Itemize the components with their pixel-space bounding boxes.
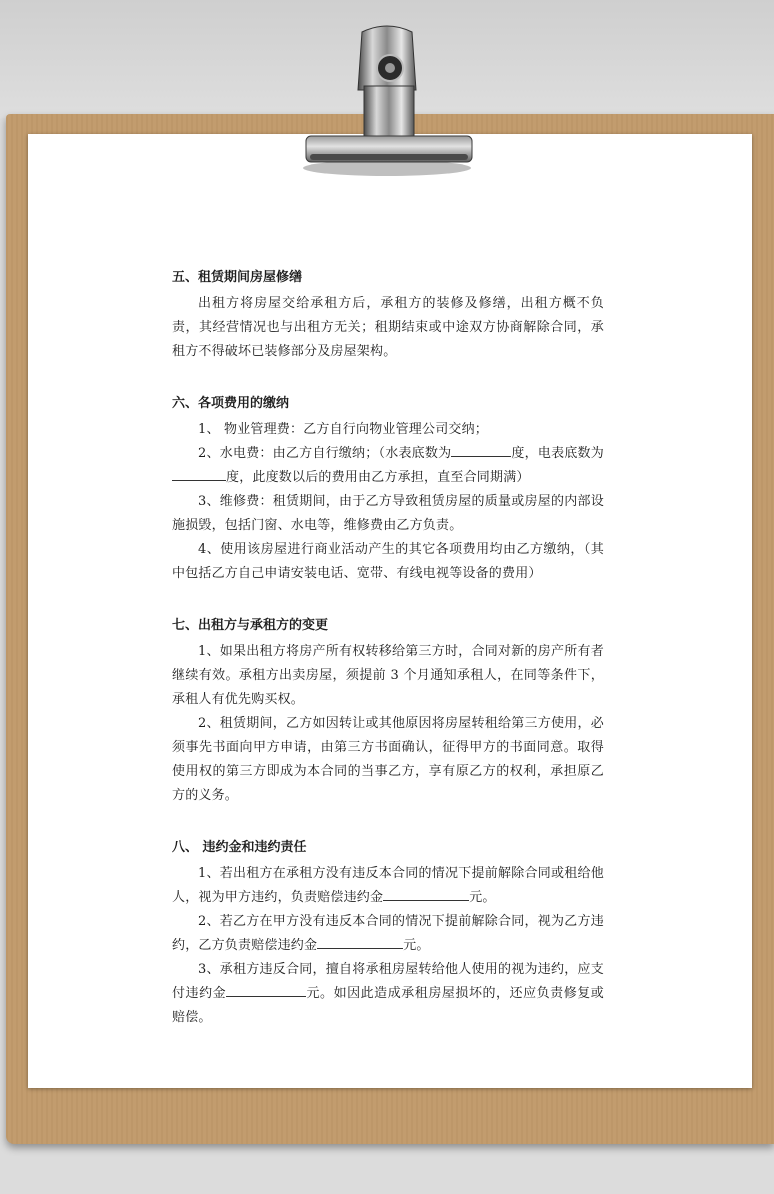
paragraph: 1、 物业管理费：乙方自行向物业管理公司交纳； [198, 422, 489, 437]
paragraph: 1、如果出租方将房产所有权转移给第三方时，合同对新的房产所有者继续有效。承租方出卖房屋，须提前 3 个月通知承租人，在同等条件下，承租人有优先购买权。 [172, 644, 604, 707]
paragraph: 1、若出租方在承租方没有违反本合同的情况下提前解除合同或租给他人，视为甲方违约，负责赔偿违约金 元。 [172, 866, 604, 905]
section-heading: 五、租赁期间房屋修缮 [172, 270, 303, 285]
section-heading: 八、 违约金和违约责任 [172, 840, 307, 855]
fill-in-blank [226, 982, 306, 997]
paragraph: 2、水电费：由乙方自行缴纳；（水表底数为 度，电表底数为度，此度数以后的费用由乙方承担，直至合同期满） [172, 442, 604, 490]
section-repairs [172, 268, 604, 364]
section-changes [172, 616, 604, 808]
section-breach [172, 838, 604, 1030]
fill-in-blank [317, 934, 403, 949]
paragraph: 3、承租方违反合同，擅自将承租房屋转给他人使用的视为违约，应支付违约金 元。如因此造成承租房屋损坏的，还应负责修复或赔偿。 [172, 962, 604, 1025]
paragraph: 3、维修费：租赁期间，由于乙方导致租赁房屋的质量或房屋的内部设施损毁，包括门窗、水电等，维修费由乙方负责。 [172, 494, 604, 533]
paragraph: 2、租赁期间，乙方如因转让或其他原因将房屋转租给第三方使用，必须事先书面向甲方申请，由第三方书面确认，征得甲方的书面同意。取得使用权的第三方即成为本合同的当事乙方，享有原乙方的权利，承担原乙方的义务。 [172, 716, 604, 803]
binder-clip-icon [296, 24, 478, 180]
paragraph: 出租方将房屋交给承租方后，承租方的装修及修缮，出租方概不负责，其经营情况也与出租方无关；租期结束或中途双方协商解除合同，承租方不得破坏已装修部分及房屋架构。 [172, 296, 604, 359]
section-fees [172, 394, 604, 586]
paragraph: 4、使用该房屋进行商业活动产生的其它各项费用均由乙方缴纳，（其中包括乙方自己申请安装电话、宽带、有线电视等设备的费用） [172, 542, 604, 581]
document-body [172, 268, 604, 1060]
paragraph: 2、若乙方在甲方没有违反本合同的情况下提前解除合同，视为乙方违约，乙方负责赔偿违约金 元。 [172, 914, 604, 953]
fill-in-blank [451, 442, 511, 457]
section-heading: 七、出租方与承租方的变更 [172, 618, 329, 633]
fill-in-blank [383, 886, 469, 901]
section-heading: 六、各项费用的缴纳 [172, 396, 290, 411]
fill-in-blank [172, 466, 226, 481]
